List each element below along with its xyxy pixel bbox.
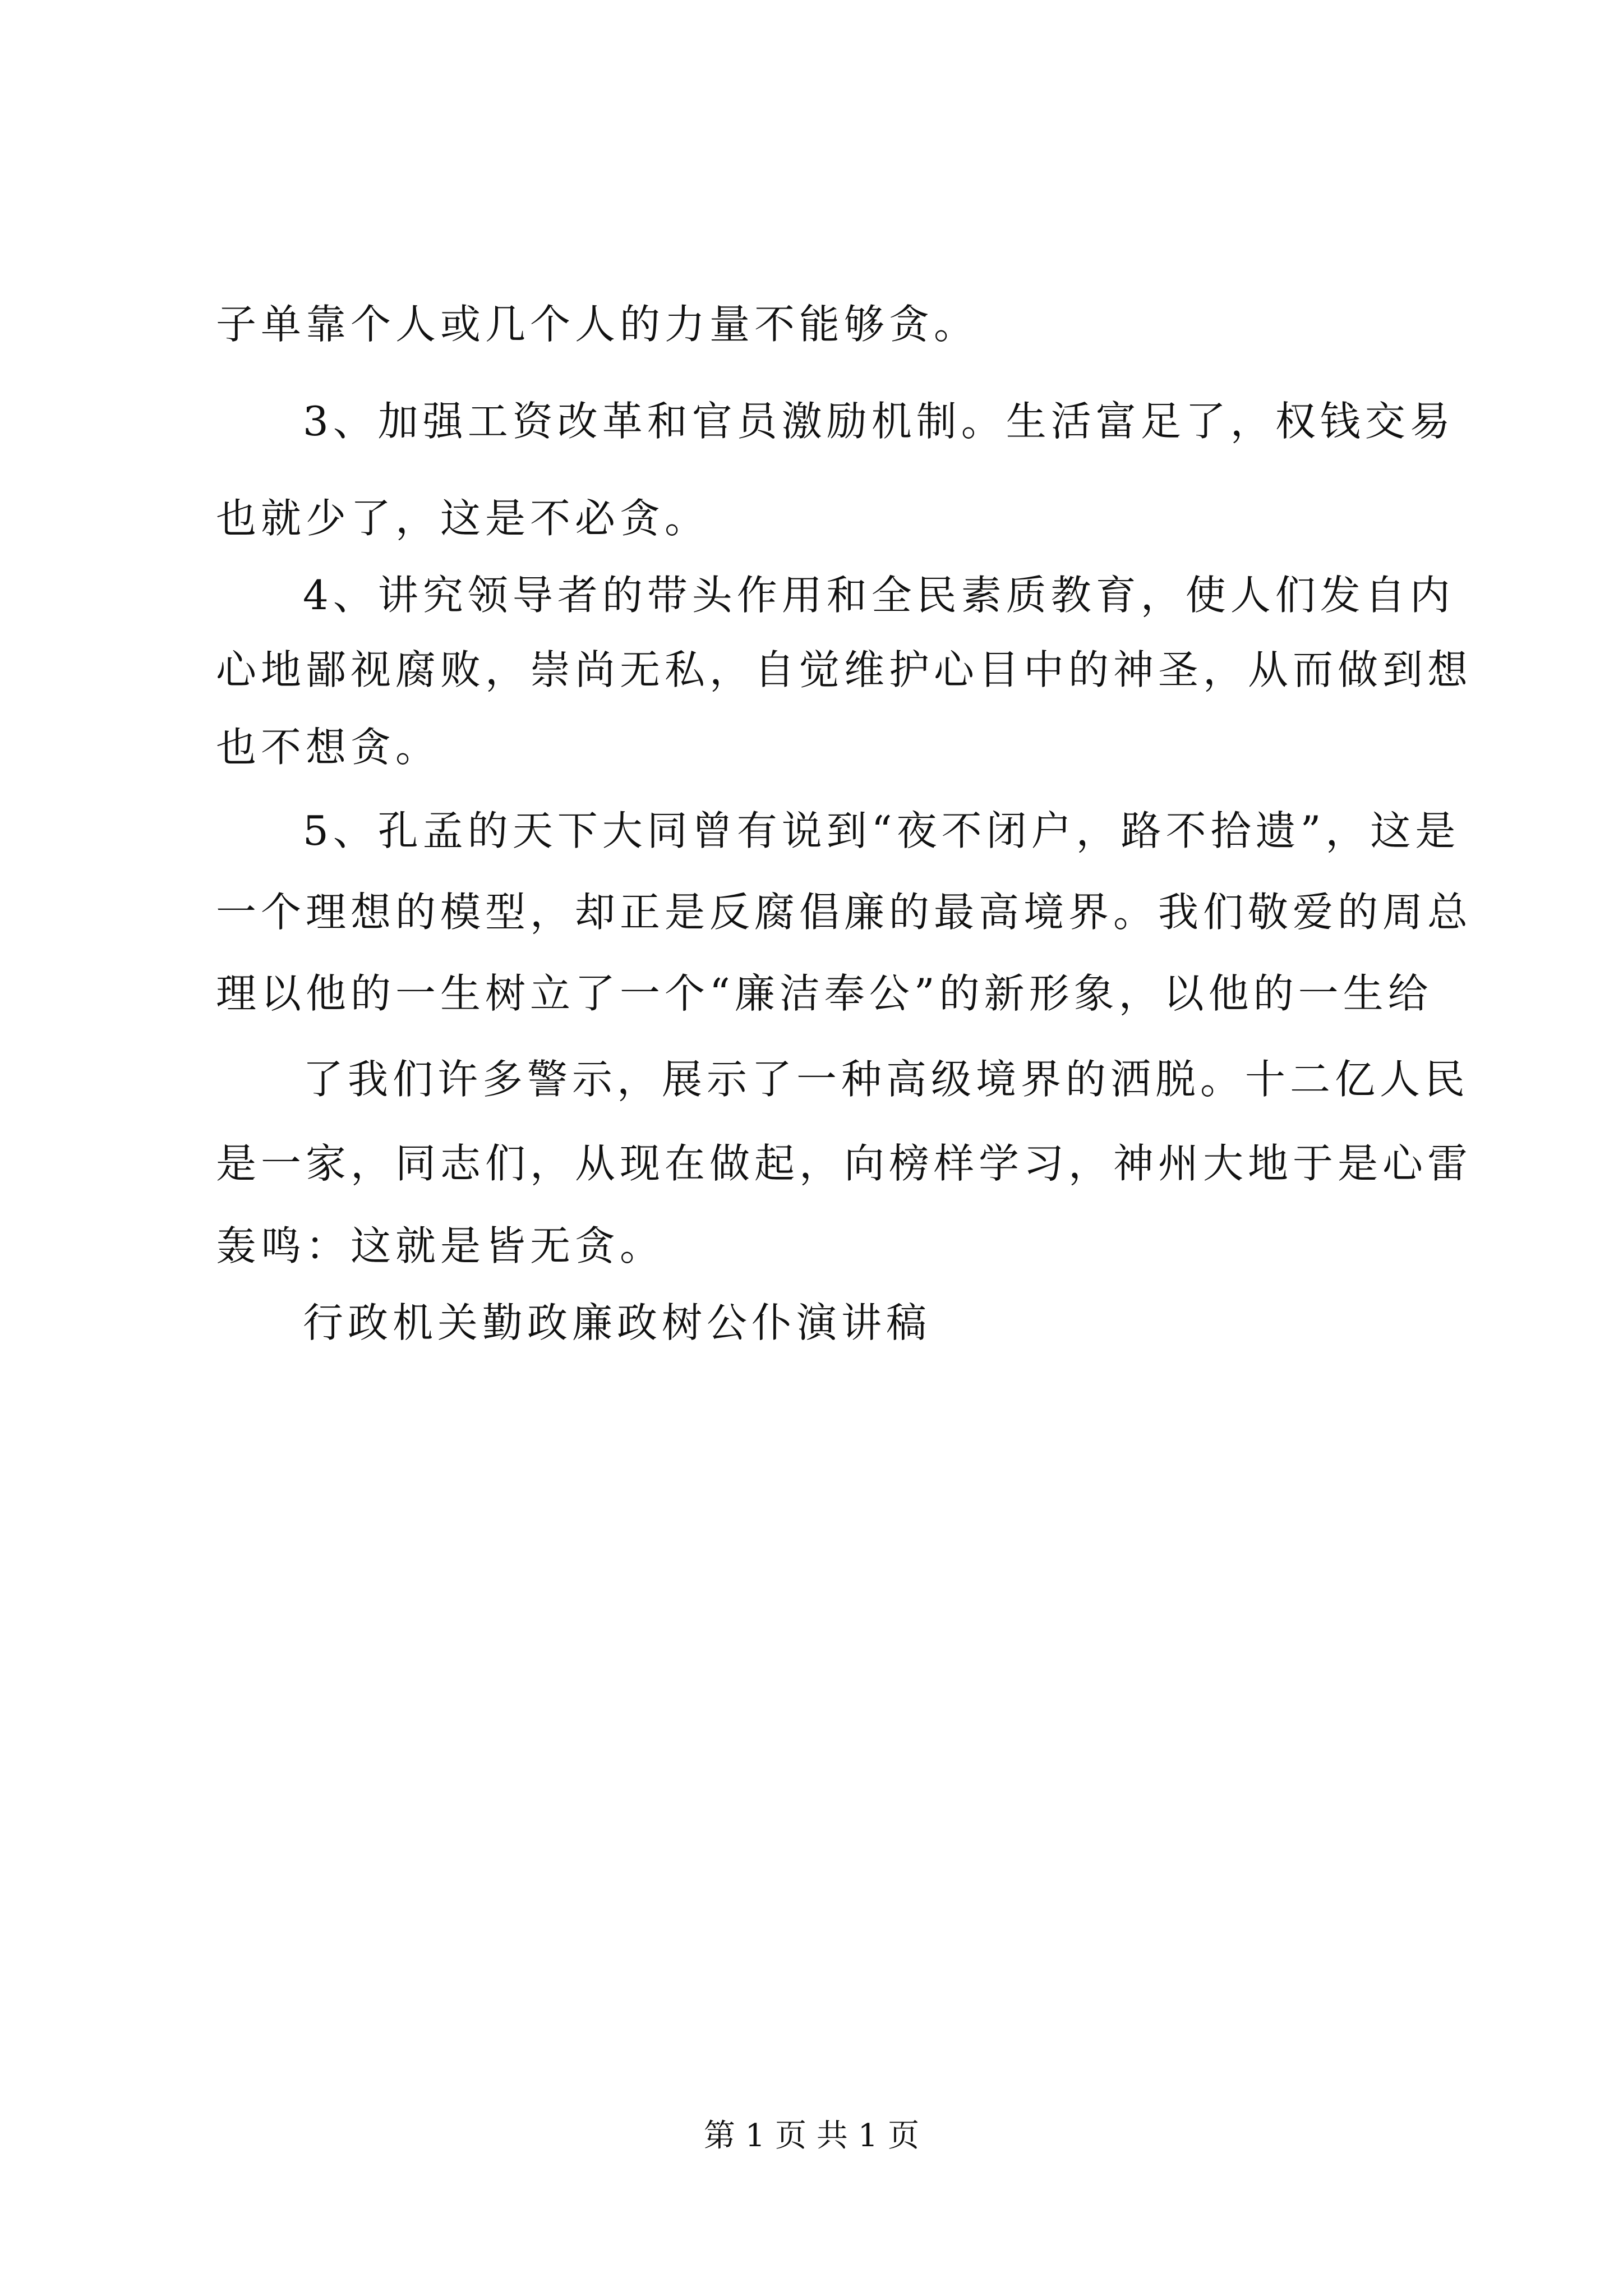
- page-number-label: 第 1 页 共 1 页: [703, 2118, 920, 2154]
- text-line: 轰鸣：这就是皆无贪。: [216, 1222, 665, 1269]
- text-line: 一个理想的模型，却正是反腐倡廉的最高境界。我们敬爱的周总: [216, 889, 1473, 936]
- text-line: 子单靠个人或几个人的力量不能够贪。: [216, 301, 979, 348]
- text-line: 也就少了，这是不必贪。: [216, 495, 710, 542]
- text-line: 行政机关勤政廉政树公仆演讲稿: [303, 1299, 932, 1346]
- text-line: 3、加强工资改革和官员激励机制。生活富足了，权钱交易: [303, 398, 1455, 445]
- text-line: 4、讲究领导者的带头作用和全民素质教育，使人们发自内: [303, 572, 1455, 619]
- text-line: 了我们许多警示，展示了一种高级境界的洒脱。十二亿人民: [303, 1056, 1470, 1103]
- text-line: 也不想贪。: [216, 724, 441, 771]
- text-line: 心地鄙视腐败，崇尚无私，自觉维护心目中的神圣，从而做到想: [216, 646, 1473, 693]
- text-line: 是一家，同志们，从现在做起，向榜样学习，神州大地于是心雷: [216, 1140, 1473, 1187]
- text-line: 理以他的一生树立了一个“廉洁奉公”的新形象，以他的一生给: [216, 970, 1433, 1017]
- text-line: 5、孔孟的天下大同曾有说到“夜不闭户，路不拾遗”，这是: [303, 807, 1460, 854]
- page-footer: [0, 2120, 1623, 2152]
